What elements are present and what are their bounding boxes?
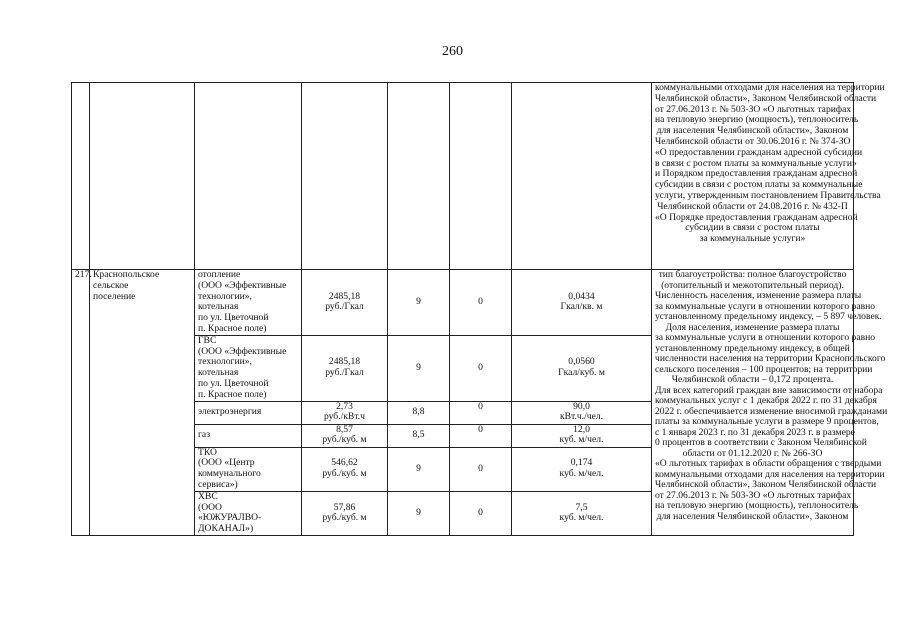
description-line: области от 01.12.2020 г. № 266-ЗО — [682, 447, 823, 459]
service-line: (ООО «Эффективные — [198, 279, 287, 291]
service-line: технологии», — [198, 356, 252, 368]
text-line: «О предоставлении гражданам адресной субсидии — [655, 146, 863, 158]
service-row-heating — [72, 270, 854, 336]
tariff-value — [302, 491, 388, 535]
service-name — [195, 447, 302, 491]
text-line: за коммунальные услуги» — [699, 233, 806, 245]
text-line: «О Порядке предоставления гражданам адресной — [655, 211, 858, 223]
norm-line: 12,0 — [573, 423, 590, 435]
norm-line: 0,0434 — [568, 290, 595, 302]
description-line: Для всех категорий граждан вне зависимости от набора — [655, 384, 883, 396]
service-line: по ул. Цветочной — [198, 377, 269, 389]
zero-value: 0 — [450, 447, 512, 491]
description-line: Численность населения, изменение размера платы — [655, 290, 862, 301]
description-line: коммунальных услуг с 1 декабря 2022 г. по 31 декабря — [655, 395, 877, 406]
text-line: Челябинской области от 30.06.2016 г. № 374-ЗО — [655, 135, 851, 147]
service-name — [195, 491, 302, 535]
service-line: газ — [198, 429, 210, 441]
text-line: Челябинской области», Законом Челябинской области — [655, 92, 877, 104]
settlement-line: сельское — [93, 279, 129, 291]
cell-number-empty — [72, 83, 90, 270]
description-line: Доля населения, изменение размера платы — [665, 321, 840, 333]
service-line: ТКО — [198, 446, 217, 458]
continuation-text-cell — [652, 82, 885, 270]
service-line: отопление — [198, 269, 241, 280]
description-line: 2022 г. обеспечивается изменение вносимой гражданами — [655, 405, 888, 417]
tariff-value — [302, 335, 388, 401]
service-line: коммунального — [198, 468, 261, 480]
service-line: «ЮЖУРАЛВО- — [198, 512, 262, 524]
zero-value: 0 — [450, 491, 512, 535]
description-line: коммунальными отходами для населения на территории — [655, 468, 885, 480]
index-value: 9 — [388, 270, 450, 336]
norm-value — [512, 424, 652, 447]
norm-line: 0,0560 — [568, 356, 595, 368]
settlement-name — [90, 270, 195, 536]
cell-zero-empty — [450, 83, 512, 270]
service-line: котельная — [198, 301, 239, 313]
text-line: от 27.06.2013 г. № 503-ЗО «О льготных тарифах — [655, 103, 852, 115]
tariff-unit: руб./куб. м — [322, 434, 367, 446]
cell-index-empty — [388, 83, 450, 270]
norm-value — [512, 401, 652, 424]
description-line: сельского поселения – 100 процентов; на территории — [655, 363, 873, 375]
tariff-line: 8,57 — [336, 423, 353, 435]
service-line: п. Красное поле) — [198, 322, 267, 334]
tariff-value — [302, 270, 388, 336]
norm-unit: кВт.ч./чел. — [559, 411, 604, 423]
zero-value: 0 — [450, 335, 512, 401]
description-line: за коммунальные услуги в отношении которого равно — [655, 332, 876, 343]
description-line: Челябинской области», Законом Челябинской области — [655, 479, 877, 490]
index-value: 8,5 — [388, 424, 450, 447]
description-line: численности населения на территории Краснопольского — [655, 353, 886, 364]
service-name — [195, 424, 302, 447]
description-cell — [652, 269, 888, 536]
page-number: 260 — [442, 44, 463, 59]
norm-unit: Гкал/куб. м — [558, 367, 605, 379]
service-line: (ООО «Центр — [198, 457, 255, 469]
description-line: с 1 января 2023 г. по 31 декабря 2023 г. в размере — [655, 426, 855, 438]
description-line: «О льготных тарифах в области обращения с твердыми — [655, 458, 882, 469]
tariff-line: 546,62 — [331, 457, 358, 469]
norm-value — [512, 447, 652, 491]
description-line: для населения Челябинской области», Законом — [656, 510, 849, 522]
settlement-line: поселение — [93, 290, 136, 302]
description-line: тип благоустройства: полное благоустройство — [658, 269, 847, 280]
tariff-line: 57,86 — [333, 501, 356, 513]
tariff-unit: руб./кВт.ч — [323, 411, 366, 423]
service-name — [195, 335, 302, 401]
description-line: платы за коммунальные услуги в размере 9 процентов, — [655, 416, 879, 427]
cell-norm-empty — [512, 83, 652, 270]
index-value: 9 — [388, 447, 450, 491]
service-line: ГВС — [198, 334, 217, 346]
description-line: на тепловую энергию (мощность), теплоноситель — [655, 500, 859, 511]
service-line: электроэнергия — [198, 406, 262, 418]
tariff-unit: руб./Гкал — [325, 301, 364, 313]
zero-value: 0 — [450, 270, 512, 336]
tariff-line: 2485,18 — [328, 290, 361, 302]
norm-value — [512, 335, 652, 401]
service-line: (ООО — [198, 501, 222, 513]
norm-value — [512, 491, 652, 535]
description-line: установленному предельному индексу, в общей — [655, 342, 850, 354]
zero-value: 0 — [450, 401, 512, 424]
continuation-row — [72, 83, 854, 270]
service-line: п. Красное поле) — [198, 388, 267, 400]
cell-settlement-empty — [90, 83, 195, 270]
zero-value: 0 — [450, 424, 512, 447]
tariff-value — [302, 424, 388, 447]
row-number: 217. — [72, 270, 90, 536]
text-line: услуги, утвержденным постановлением Правительства — [655, 189, 881, 201]
index-value: 9 — [388, 335, 450, 401]
description-line: от 27.06.2013 г. № 503-ЗО «О льготных тарифах — [655, 489, 852, 501]
text-line: коммунальными отходами для населения на территории — [655, 82, 885, 93]
cell-tariff-empty — [302, 83, 388, 270]
norm-line: 90,0 — [573, 400, 590, 412]
index-value: 9 — [388, 491, 450, 535]
description-line: (отопительный и межотопительный период). — [661, 279, 844, 291]
description-line: за коммунальные услуги в отношении которого равно — [655, 300, 876, 312]
norm-unit: куб. м/чел. — [559, 434, 604, 446]
norm-unit: куб. м/чел. — [559, 468, 604, 480]
tariff-value — [302, 401, 388, 424]
service-line: котельная — [198, 367, 239, 379]
service-line: сервиса») — [198, 478, 238, 490]
settlement-line: Краснопольское — [93, 269, 160, 280]
service-line: ХВС — [198, 490, 218, 502]
service-line: по ул. Цветочной — [198, 312, 269, 324]
description-line: установленному предельному индексу, – 5 897 человек. — [655, 311, 882, 322]
tariff-line: 2485,18 — [328, 356, 361, 368]
cell-service-empty — [195, 83, 302, 270]
text-line: субсидии в связи с ростом платы — [685, 222, 820, 234]
tariff-unit: руб./куб. м — [322, 468, 367, 480]
service-line: технологии», — [198, 290, 252, 302]
tariff-unit: руб./куб. м — [322, 512, 367, 524]
text-line: субсидии в связи с ростом платы за коммунальные — [655, 179, 863, 191]
tariff-table — [71, 82, 888, 536]
text-line: и Порядком предоставления гражданам адресной — [655, 168, 858, 180]
service-line: (ООО «Эффективные — [198, 345, 287, 357]
text-line: для населения Челябинской области», Законом — [656, 125, 849, 137]
tariff-value — [302, 447, 388, 491]
text-line: Челябинской области от 24.08.2016 г. № 432-П — [657, 200, 848, 212]
description-line: Челябинской области – 0,172 процента. — [671, 374, 834, 385]
norm-line: 7,5 — [575, 501, 588, 513]
tariff-unit: руб./Гкал — [325, 367, 364, 379]
norm-unit: куб. м/чел. — [559, 512, 604, 524]
description-line: 0 процентов в соответствии с Законом Челябинской — [655, 437, 867, 448]
text-line: в связи с ростом платы за коммунальные услуги» — [655, 157, 857, 169]
norm-value — [512, 270, 652, 336]
service-name — [195, 401, 302, 424]
service-line: ДОКАНАЛ») — [198, 523, 254, 535]
service-name — [195, 270, 302, 336]
norm-unit: Гкал/кв. м — [560, 301, 603, 313]
tariff-line: 2,73 — [336, 400, 353, 412]
text-line: на тепловую энергию (мощность), теплоноситель — [655, 114, 859, 126]
norm-line: 0,174 — [570, 457, 593, 469]
index-value: 8,8 — [388, 401, 450, 424]
